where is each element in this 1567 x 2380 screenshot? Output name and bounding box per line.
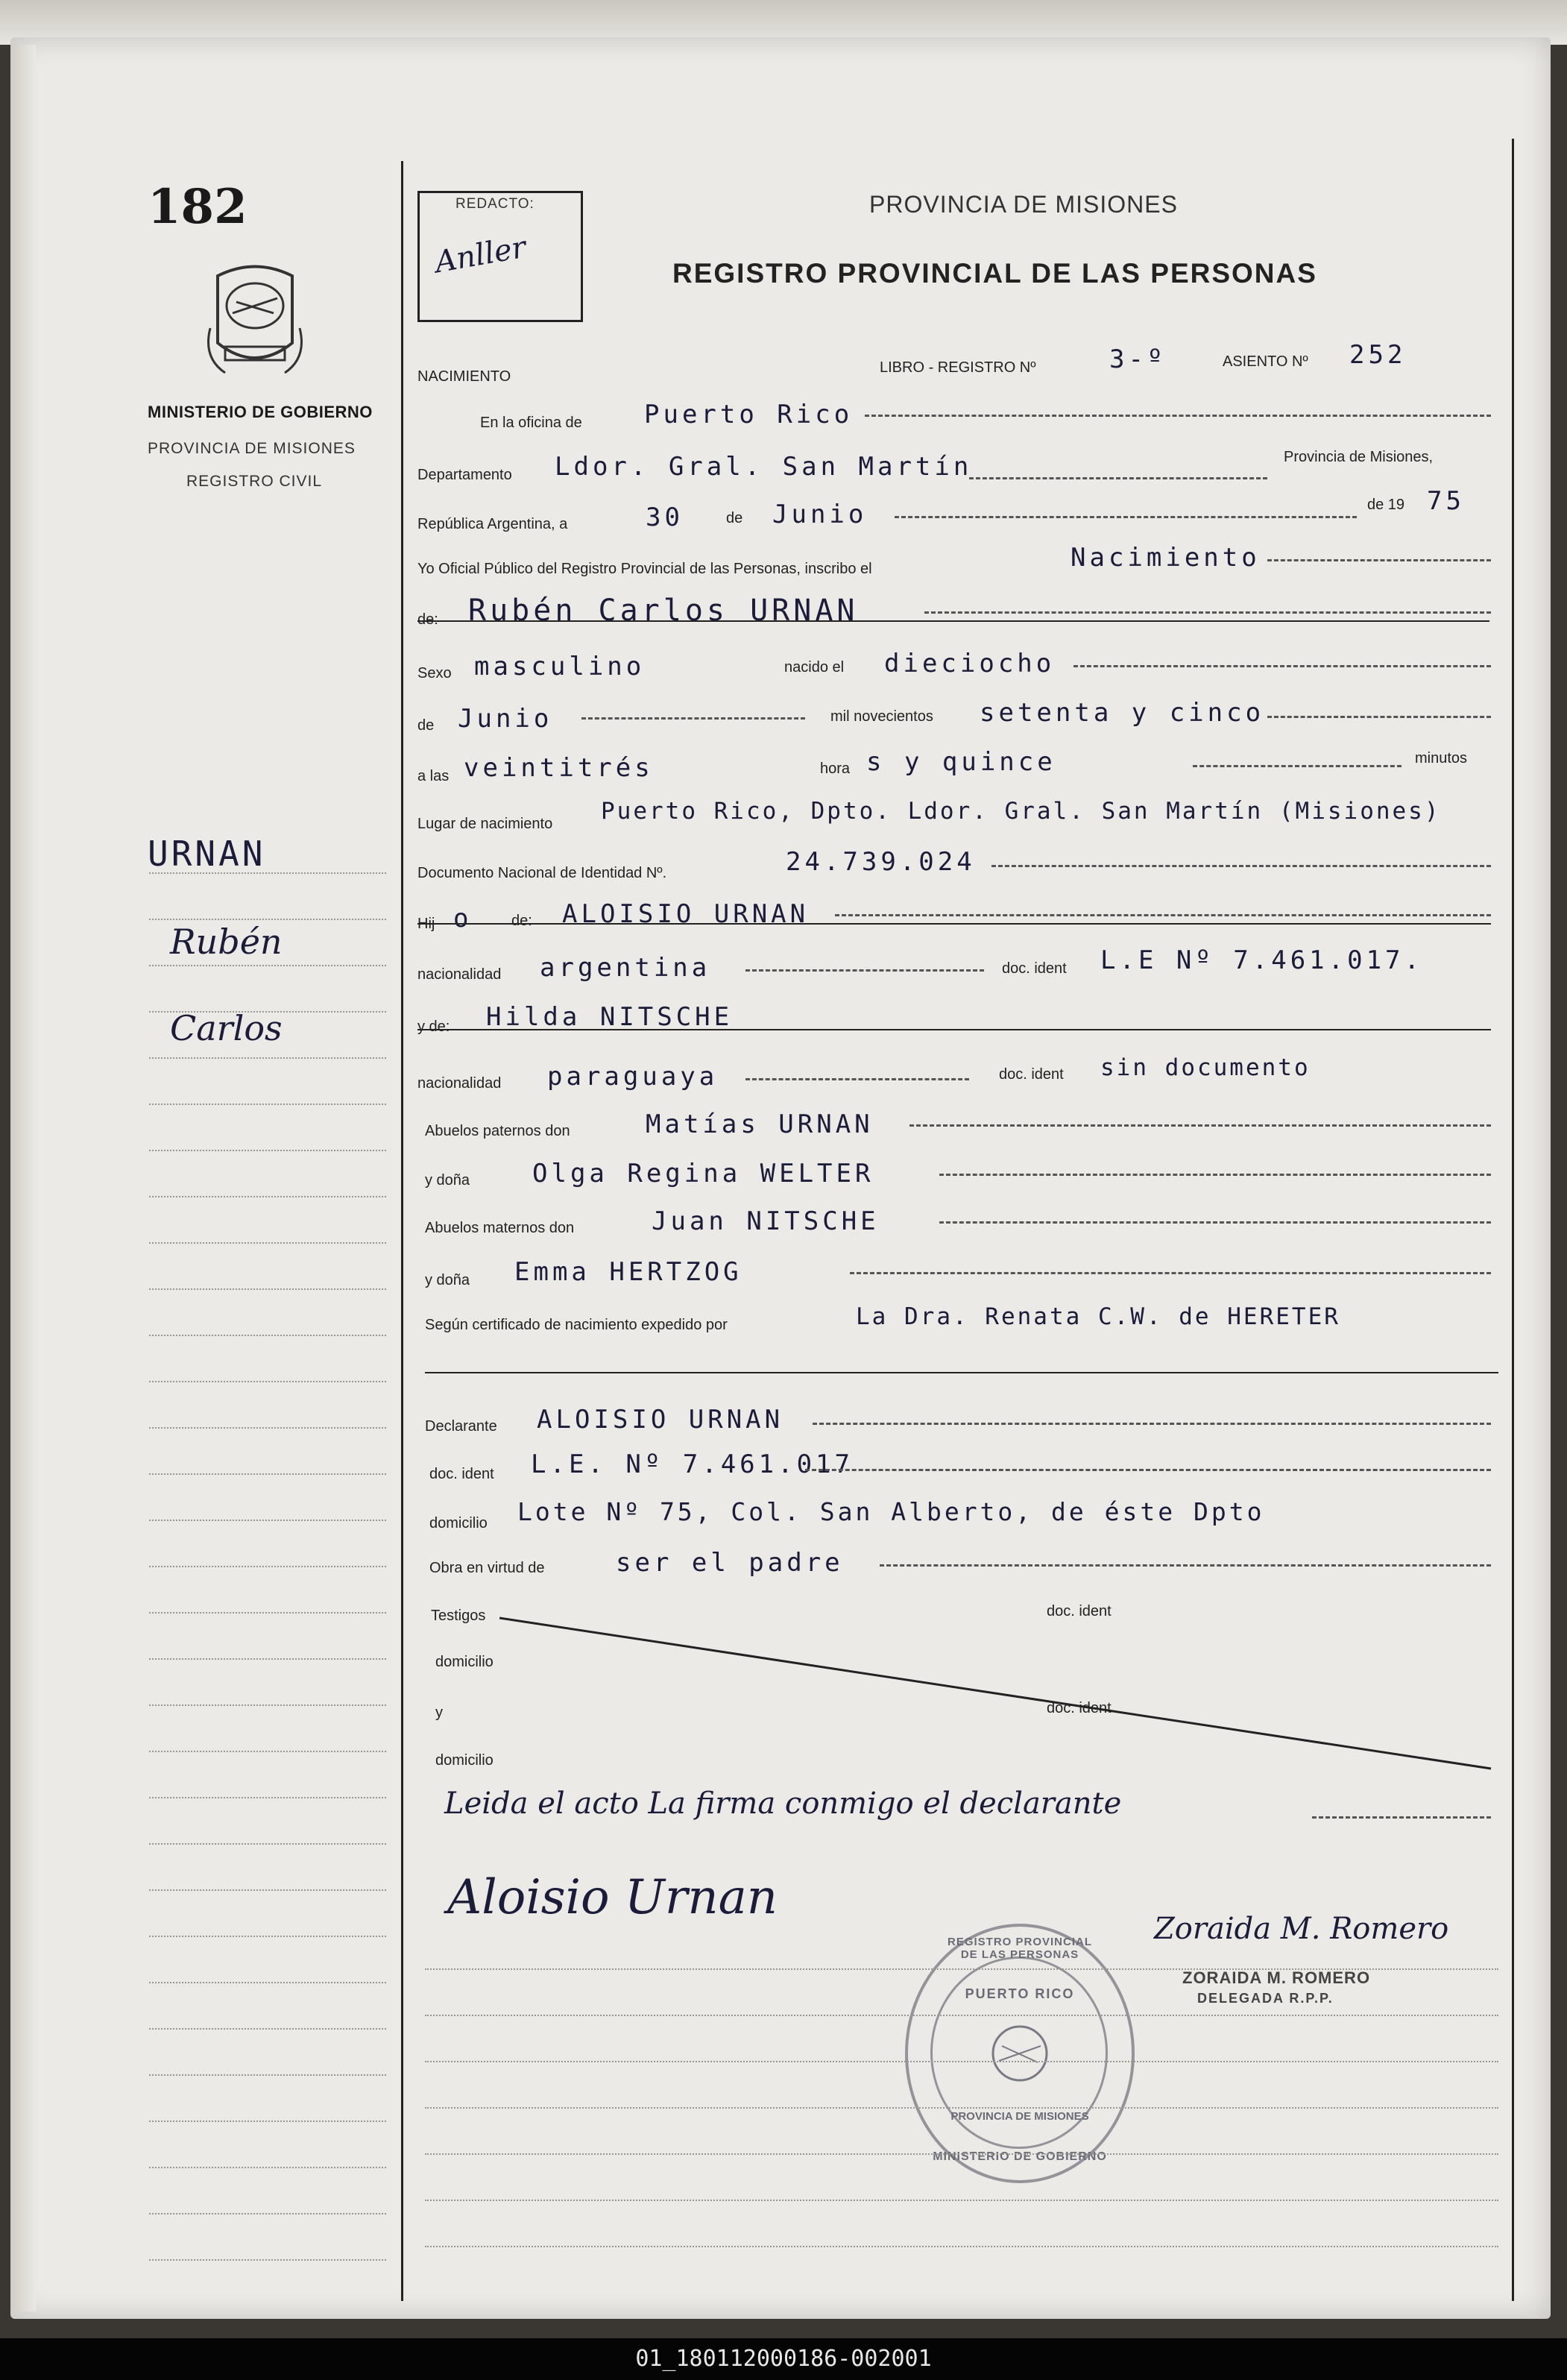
de2-label: de xyxy=(417,717,435,734)
mes2-value: Junio xyxy=(458,704,553,734)
signature-dotted-line xyxy=(425,1968,1498,1970)
margin-dotted-line xyxy=(149,2074,386,2076)
testigos-doc-label: doc. ident xyxy=(1047,1603,1112,1619)
margin-dotted-line xyxy=(149,1889,386,1891)
margin-dotted-line xyxy=(149,1196,386,1197)
doc-madre-label: doc. ident xyxy=(999,1066,1064,1083)
sexo-value: masculino xyxy=(474,652,646,681)
leida-text: Leida el acto La firma conmigo el declarante xyxy=(444,1786,1122,1821)
anio-value: 75 xyxy=(1427,486,1465,516)
redacto-label: REDACTO: xyxy=(455,196,535,212)
official-name: ZORAIDA M. ROMERO xyxy=(1182,1968,1371,1987)
domicilio-value: Lote Nº 75, Col. San Alberto, de éste Dpto xyxy=(517,1497,1265,1526)
margin-dotted-line xyxy=(149,1843,386,1845)
hora2-value: s y quince xyxy=(866,747,1056,777)
mes-value: Junio xyxy=(772,500,868,529)
libro-label: LIBRO - REGISTRO Nº xyxy=(880,359,1036,376)
margin-first-name: Rubén xyxy=(170,922,283,962)
doc2-value: L.E. Nº 7.461.017 xyxy=(531,1449,854,1479)
obra-value: ser el padre xyxy=(616,1548,844,1578)
cancel-strike-line xyxy=(499,1611,1498,1775)
oficina-label: En la oficina de xyxy=(480,415,582,431)
hora-label: hora xyxy=(820,761,851,777)
declarante-signature: Aloisio Urnan xyxy=(447,1870,778,1925)
official-stamp xyxy=(905,1924,1135,2183)
de-colon-label: de: xyxy=(417,611,438,628)
ab-pat-value: Matías URNAN xyxy=(646,1109,874,1139)
y-label: y xyxy=(435,1704,443,1721)
margin-dotted-line xyxy=(149,1011,386,1013)
folio-number: 182 xyxy=(148,179,247,235)
nac-padre-value: argentina xyxy=(540,953,711,983)
margin-dotted-line xyxy=(149,965,386,966)
mil-value: setenta y cinco xyxy=(980,698,1265,728)
domicilio3-label: domicilio xyxy=(435,1752,494,1769)
segun-label: Según certificado de nacimiento expedido por xyxy=(425,1317,728,1333)
margin-dotted-line xyxy=(149,1566,386,1567)
minutos-label: minutos xyxy=(1415,750,1468,766)
registry-label: REGISTRO CIVIL xyxy=(186,473,323,490)
lugar-label: Lugar de nacimiento xyxy=(417,816,553,832)
y-doc-label: doc. ident xyxy=(1047,1700,1112,1716)
ydona-pat-label: y doña xyxy=(425,1172,470,1189)
margin-second-name: Carlos xyxy=(170,1008,283,1048)
mil-label: mil novecientos xyxy=(830,708,933,725)
testigos-label: Testigos xyxy=(431,1608,486,1624)
nac-madre-value: paraguaya xyxy=(547,1062,719,1092)
asiento-label: ASIENTO Nº xyxy=(1223,353,1308,370)
margin-dotted-line xyxy=(149,1057,386,1059)
domicilio2-label: domicilio xyxy=(435,1654,494,1670)
signature-dotted-line xyxy=(425,2107,1498,2109)
ab-mat2-value: Emma HERTZOG xyxy=(514,1257,742,1287)
signature-dotted-line xyxy=(425,2153,1498,2155)
header-province: PROVINCIA DE MISIONES xyxy=(869,191,1178,218)
alas-label: a las xyxy=(417,768,450,784)
declarante-label: Declarante xyxy=(425,1418,497,1435)
book-spine xyxy=(10,45,36,2311)
hijo-label: Hij xyxy=(417,916,435,932)
stamp-text-outer: REGISTRO PROVINCIAL DE LAS PERSONAS xyxy=(947,1936,1092,1961)
margin-dotted-line xyxy=(149,1704,386,1706)
oficina-value: Puerto Rico xyxy=(644,400,854,429)
margin-dotted-line xyxy=(149,2028,386,2030)
ministry-label: MINISTERIO DE GOBIERNO xyxy=(148,403,373,421)
asiento-value: 252 xyxy=(1349,340,1407,370)
redacto-box xyxy=(417,191,583,322)
right-border xyxy=(1512,139,1514,2301)
ab-pat-label: Abuelos paternos don xyxy=(425,1123,570,1139)
margin-dotted-line xyxy=(149,872,386,874)
signature-dotted-line xyxy=(425,2200,1498,2201)
margin-dotted-line xyxy=(149,1150,386,1151)
margin-dotted-line xyxy=(149,1520,386,1521)
stamp-text-inner: PUERTO RICO xyxy=(965,1986,1075,2001)
dia-value: 30 xyxy=(646,503,684,532)
stamp-text-bottom: PROVINCIA DE MISIONES xyxy=(950,2110,1089,2123)
signature-dotted-line xyxy=(425,2015,1498,2016)
margin-dotted-line xyxy=(149,919,386,920)
padre-value: ALOISIO URNAN xyxy=(562,899,810,929)
margin-dotted-line xyxy=(149,1982,386,1983)
nac-padre-label: nacionalidad xyxy=(417,966,502,983)
official-title: DELEGADA R.P.P. xyxy=(1197,1991,1334,2006)
dni-label: Documento Nacional de Identidad Nº. xyxy=(417,865,667,881)
margin-dotted-line xyxy=(149,1288,386,1290)
domicilio-label: domicilio xyxy=(429,1515,488,1531)
signature-dotted-line xyxy=(425,2061,1498,2062)
nacido-label: nacido el xyxy=(784,659,845,676)
departamento-value: Ldor. Gral. San Martín xyxy=(555,452,973,482)
republica-label: República Argentina, a xyxy=(417,516,568,532)
stamp-text-lower: MINISTERIO DE GOBIERNO xyxy=(933,2150,1107,2163)
segun-value: La Dra. Renata C.W. de HERETER xyxy=(856,1303,1340,1330)
margin-dotted-line xyxy=(149,1427,386,1429)
ydona-mat-label: y doña xyxy=(425,1272,470,1288)
ab-mat-value: Juan NITSCHE xyxy=(652,1206,880,1236)
lugar-value: Puerto Rico, Dpto. Ldor. Gral. San Martín (Misiones) xyxy=(601,798,1441,825)
nacido-value: dieciocho xyxy=(884,649,1056,679)
margin-dotted-line xyxy=(149,1473,386,1475)
margin-dotted-line xyxy=(149,2213,386,2214)
hijo-de-label: de: xyxy=(511,913,532,929)
madre-value: Hilda NITSCHE xyxy=(486,1002,734,1032)
declarante-value: ALOISIO URNAN xyxy=(537,1405,784,1435)
margin-dotted-line xyxy=(149,1797,386,1798)
oficial-label: Yo Oficial Público del Registro Provincial de las Personas, inscribo el xyxy=(417,561,872,577)
margin-dotted-line xyxy=(149,1104,386,1105)
stamp-emblem-icon xyxy=(983,2016,1057,2098)
margin-dotted-line xyxy=(149,1612,386,1614)
yde-label: y de: xyxy=(417,1019,450,1035)
margin-dotted-line xyxy=(149,1381,386,1382)
margin-dotted-line xyxy=(149,1936,386,1937)
coat-of-arms-icon xyxy=(203,261,307,388)
departamento-label: Departamento xyxy=(417,467,512,483)
libro-value: 3-º xyxy=(1109,344,1167,374)
nombre-value: Rubén Carlos URNAN xyxy=(468,594,859,628)
nacimiento-label: NACIMIENTO xyxy=(417,368,511,385)
margin-dotted-line xyxy=(149,2167,386,2168)
hijo-suffix: o xyxy=(453,904,473,934)
footer-filename: 01_180112000186-002001 xyxy=(0,2338,1567,2380)
margin-dotted-line xyxy=(149,1242,386,1244)
de-anio-label: de 19 xyxy=(1367,497,1405,513)
nac-madre-label: nacionalidad xyxy=(417,1075,502,1092)
obra-label: Obra en virtud de xyxy=(429,1560,545,1576)
margin-dotted-line xyxy=(149,1751,386,1752)
margin-dotted-line xyxy=(149,2121,386,2122)
document-title: REGISTRO PROVINCIAL DE LAS PERSONAS xyxy=(672,258,1317,289)
margin-surname: URNAN xyxy=(148,834,266,874)
ab-mat-label: Abuelos maternos don xyxy=(425,1220,575,1236)
doc-padre-label: doc. ident xyxy=(1002,960,1067,977)
inscribo-value: Nacimiento xyxy=(1071,543,1261,573)
hora-value: veintitrés xyxy=(464,753,654,783)
de-label: de xyxy=(726,510,743,526)
sexo-label: Sexo xyxy=(417,665,452,681)
redacto-signature: Anller xyxy=(432,230,529,280)
margin-dotted-line xyxy=(149,1335,386,1336)
margin-dotted-line xyxy=(149,1658,386,1660)
ab-pat2-value: Olga Regina WELTER xyxy=(532,1159,874,1189)
doc-padre-value: L.E Nº 7.461.017. xyxy=(1100,945,1423,975)
margin-dotted-line xyxy=(149,2259,386,2261)
column-divider xyxy=(401,161,403,2301)
province-label: PROVINCIA DE MISIONES xyxy=(148,440,356,457)
official-signature: Zoraida M. Romero xyxy=(1154,1912,1449,1946)
signature-dotted-line xyxy=(425,2246,1498,2247)
dni-value: 24.739.024 xyxy=(786,847,976,877)
doc2-label: doc. ident xyxy=(429,1466,494,1482)
provincia-label: Provincia de Misiones, xyxy=(1284,449,1434,465)
doc-madre-value: sin documento xyxy=(1100,1054,1311,1081)
